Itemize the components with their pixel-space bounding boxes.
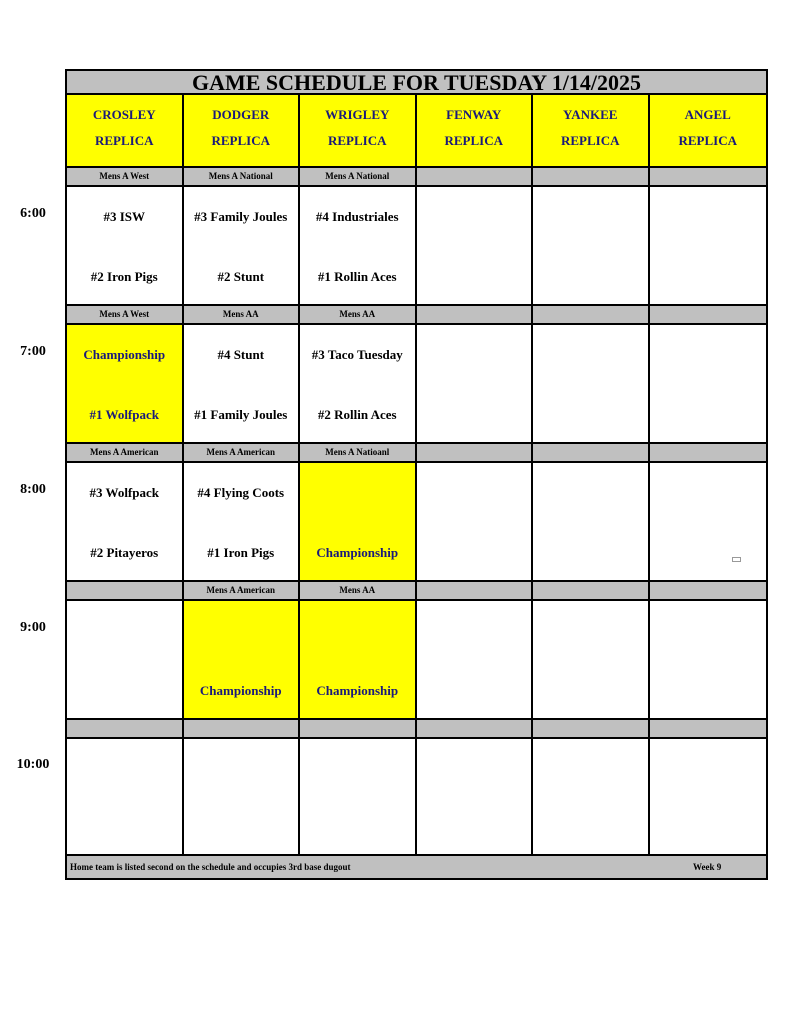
game-cell [650, 739, 767, 856]
game-cell [533, 463, 650, 580]
game-cell [533, 739, 650, 856]
division-label [184, 720, 301, 737]
field-sub: REPLICA [560, 133, 620, 148]
time-label-9pm: 9:00 [20, 620, 46, 635]
division-header-row [67, 442, 766, 463]
field-header-wrigley [300, 95, 417, 166]
game-cell [650, 187, 767, 304]
division-label [650, 720, 767, 737]
field-header-angel [650, 95, 767, 166]
game-cell [67, 463, 184, 580]
visiting-team: #4 Flying Coots [197, 485, 285, 500]
division-label: Mens A West [67, 306, 184, 323]
field-header-yankee [533, 95, 650, 166]
division-label: Mens A National [184, 168, 301, 185]
game-cell [300, 187, 417, 304]
field-sub: REPLICA [94, 133, 154, 148]
division-label: Mens A Natioanl [300, 444, 417, 461]
game-cell [650, 325, 767, 442]
visiting-team: #4 Industriales [315, 209, 399, 224]
game-slot-row [67, 739, 766, 856]
home-team: #1 Iron Pigs [207, 545, 275, 560]
game-cell [533, 187, 650, 304]
game-cell [184, 187, 301, 304]
division-label [533, 582, 650, 599]
time-label-7pm: 7:00 [20, 344, 46, 359]
week-label: Week 9 [693, 862, 722, 872]
division-label [533, 720, 650, 737]
home-team: #1 Family Joules [194, 407, 288, 422]
game-slot-row [67, 463, 766, 580]
time-label-8pm: 8:00 [20, 482, 46, 497]
division-label: Mens A National [300, 168, 417, 185]
home-team: #2 Stunt [217, 269, 265, 284]
game-cell [417, 601, 534, 718]
field-name: CROSLEY [92, 107, 156, 122]
division-label [417, 306, 534, 323]
field-sub: REPLICA [678, 133, 737, 148]
small-box-mark [732, 557, 741, 562]
visiting-team: #4 Stunt [217, 347, 265, 362]
home-team: Championship [316, 683, 399, 698]
time-label-10pm: 10:00 [16, 757, 50, 772]
field-name: WRIGLEY [325, 107, 390, 122]
division-label [417, 444, 534, 461]
field-name: DODGER [212, 107, 270, 122]
field-header-dodger [184, 95, 301, 166]
game-cell [417, 187, 534, 304]
game-cell [533, 601, 650, 718]
division-label [300, 720, 417, 737]
home-team: Championship [316, 545, 399, 560]
game-cell [184, 463, 301, 580]
field-sub: REPLICA [327, 133, 387, 148]
division-label [417, 582, 534, 599]
field-header-row [67, 95, 766, 166]
visiting-team: #3 Wolfpack [89, 485, 159, 500]
division-header-row [67, 304, 766, 325]
division-label: Mens A West [67, 168, 184, 185]
division-header-row [67, 718, 766, 739]
home-team: #2 Rollin Aces [317, 407, 397, 422]
division-label [417, 720, 534, 737]
game-cell [67, 325, 184, 442]
home-team-note: Home team is listed second on the schedule and occupies 3rd base dugout [70, 862, 351, 872]
division-label [650, 306, 767, 323]
home-team: #2 Iron Pigs [90, 269, 158, 284]
division-header-row [67, 166, 766, 187]
game-cell [300, 739, 417, 856]
division-label: Mens A American [184, 582, 301, 599]
field-header-crosley [67, 95, 184, 166]
game-cell [67, 187, 184, 304]
field-name: YANKEE [563, 107, 618, 122]
home-team: #1 Rollin Aces [317, 269, 397, 284]
game-slot-row [67, 187, 766, 304]
field-sub: REPLICA [211, 133, 270, 148]
division-label: Mens AA [184, 306, 301, 323]
schedule-footer [67, 854, 766, 878]
time-column [0, 0, 66, 1024]
division-label [533, 444, 650, 461]
game-cell [67, 601, 184, 718]
time-label-6pm: 6:00 [20, 206, 46, 221]
game-slot-row [67, 601, 766, 718]
game-cell [300, 325, 417, 442]
game-slot-row [67, 325, 766, 442]
division-label [67, 582, 184, 599]
visiting-team: #3 Family Joules [194, 209, 288, 224]
schedule-sheet [65, 69, 768, 880]
game-cell [417, 739, 534, 856]
game-cell [417, 325, 534, 442]
game-cell [184, 325, 301, 442]
game-cell [184, 601, 301, 718]
division-header-row [67, 580, 766, 601]
division-label: Mens AA [300, 582, 417, 599]
game-cell [650, 601, 767, 718]
division-label [650, 582, 767, 599]
visiting-team: #3 ISW [103, 209, 146, 224]
game-cell [300, 601, 417, 718]
field-sub: REPLICA [444, 133, 503, 148]
field-name: FENWAY [446, 107, 502, 122]
division-label [417, 168, 534, 185]
field-name: ANGEL [684, 107, 731, 122]
field-header-fenway [417, 95, 534, 166]
visiting-team: Championship [83, 347, 166, 362]
division-label [650, 168, 767, 185]
game-cell [67, 739, 184, 856]
schedule-title: GAME SCHEDULE FOR TUESDAY 1/14/2025 [67, 71, 766, 95]
division-label [533, 168, 650, 185]
visiting-team: #3 Taco Tuesday [311, 347, 403, 362]
division-label [533, 306, 650, 323]
home-team: #2 Pitayeros [90, 545, 159, 560]
home-team: Championship [199, 683, 282, 698]
game-cell [533, 325, 650, 442]
division-label: Mens A American [184, 444, 301, 461]
division-label [650, 444, 767, 461]
game-cell [300, 463, 417, 580]
home-team: #1 Wolfpack [89, 407, 159, 422]
division-label [67, 720, 184, 737]
game-cell [417, 463, 534, 580]
division-label: Mens AA [300, 306, 417, 323]
division-label: Mens A American [67, 444, 184, 461]
game-cell [650, 463, 767, 580]
game-cell [184, 739, 301, 856]
